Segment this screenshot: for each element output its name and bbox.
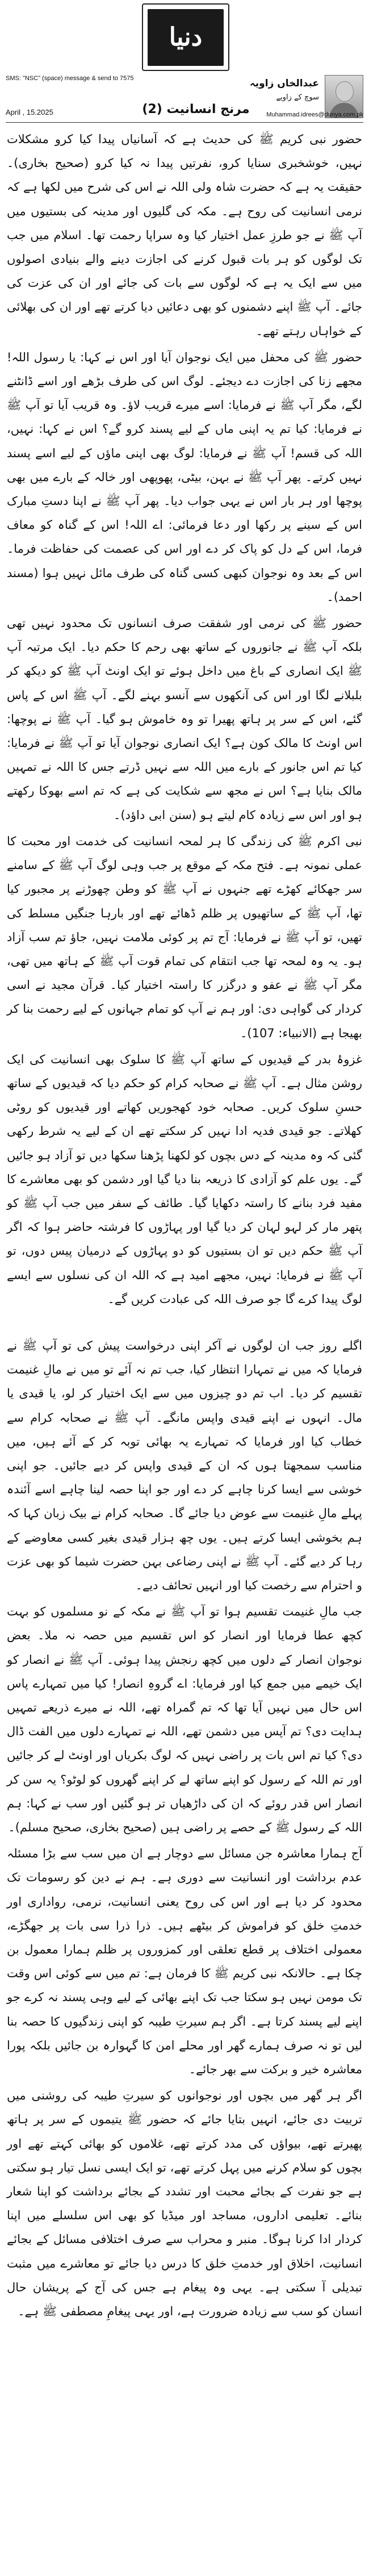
article-paragraph: نبی اکرم ﷺ کی زندگی کا ہر لمحہ انسانیت کی خدمت اور محبت کا عملی نمونہ ہے۔ فتح مکہ کے موقع پر جب وہی لوگ آپ ﷺ کے سامنے سر جھکائے کھڑے تھے جنہوں نے آپ ﷺ کو وطن چھوڑنے پر مجبور کیا تھا، آپ ﷺ کے ساتھیوں پر ظلم ڈھائے تھے اور بارہا جنگیں مسلط کی تھیں، تو آپ ﷺ نے فرمایا: آج تم پر کوئی ملامت نہیں، جاؤ تم سب آزاد ہو۔ یہ وہ لمحہ تھا جب انتقام کی تمام قوت آپ ﷺ کے ہاتھ میں تھی، مگر آپ ﷺ نے عفو و درگزر کا راستہ اختیار کیا۔ قرآن مجید نے اسی کردار کی گواہی دی: اور ہم نے آپ کو تمام جہانوں کے لیے رحمت بنا کر بھیجا ہے (الانبیاء: 107)۔ — [7, 834, 362, 1040]
column-title: مرنج انسانیت (2) — [142, 102, 250, 116]
article-body — [7, 127, 362, 2570]
article-paragraph: اگلے روز جب ان لوگوں نے آکر اپنی درخواست پیش کی تو آپ ﷺ نے فرمایا کہ میں نے تمہارا انتظار کیا، جب تم نہ آئے تو میں نے مالِ غنیمت تقسیم کر دیا۔ اب تم دو چیزوں میں سے ایک اختیار کر لو، یا قیدی یا مال۔ انہوں نے اپنے قیدی واپس مانگے۔ آپ ﷺ نے صحابہ کرام سے خطاب کیا اور فرمایا کہ تمہارے یہ بھائی توبہ کر کے آئے ہیں، میں مناسب سمجھتا ہوں کہ ان کے قیدی واپس کر دیے جائیں۔ جو اپنی خوشی سے ایسا کرنا چاہے کر دے اور جو اپنا حصہ لینا چاہے اسے آئندہ پہلے مالِ غنیمت سے عوض دیا جائے گا۔ صحابہ کرام نے بیک زبان کہا کہ ہم بخوشی ایسا کرتے ہیں۔ یوں چھ ہزار قیدی بغیر کسی معاوضے کے رہا کر دیے گئے۔ آپ ﷺ نے اپنی رضاعی بہن حضرت شیما کو بھی عزت و احترام سے رخصت کیا اور انہیں تحائف دیے۔ — [7, 1338, 362, 1592]
article-paragraph: حضور نبی کریم ﷺ کی حدیث ہے کہ آسانیاں پیدا کیا کرو مشکلات نہیں، خوشخبری سنایا کرو، نفرتیں پیدا نہ کیا کرو (صحیح بخاری)۔ حقیقت یہ ہے کہ حضرت شاہ ولی اللہ نے اس کی شرح میں لکھا ہے کہ نرمی انسانیت کی روح ہے۔ مکہ کی گلیوں اور مدینہ کی بستیوں میں آپ ﷺ نے جو طرزِ عمل اختیار کیا وہ سراپا رحمت تھا۔ اسلام میں جب تک لوگوں کو ہر بات قبول کرنے کی اجازت دینے والے بنیادی اصولوں میں سے ایک یہ ہے کہ لوگوں سے بات کی جائے اور ان کی عزت کی جائے۔ آپ ﷺ اپنے دشمنوں کو بھی دعائیں دیا کرتے تھے اور ان کی بھلائی کے خواہاں رہتے تھے۔ — [7, 132, 362, 338]
column-name: سوچ کے زاویے — [276, 93, 319, 102]
publish-date: April , 15.2025 — [6, 108, 53, 116]
sms-instructions: SMS: "NSC" (space) message & send to 7575 — [6, 75, 134, 82]
logo-text: دنیا — [148, 9, 224, 66]
author-email: Muhammad.idrees@dunya.com.pk — [266, 111, 363, 118]
dunya-logo — [142, 3, 229, 71]
article-paragraph: غزوۂ بدر کے قیدیوں کے ساتھ آپ ﷺ کا سلوک بھی انسانیت کی ایک روشن مثال ہے۔ آپ ﷺ نے صحابہ کرام کو حکم دیا کہ قیدیوں کے ساتھ حسنِ سلوک کریں۔ صحابہ خود کھجوریں کھاتے اور قیدیوں کو روٹی کھلاتے۔ جو قیدی فدیہ ادا نہیں کر سکتے تھے ان کے لیے یہ شرط رکھی گئی کہ وہ مدینہ کے دس بچوں کو لکھنا پڑھنا سکھا دیں تو آزاد ہو جائیں گے۔ یوں علم کو آزادی کا ذریعہ بنا دیا گیا اور دشمن کو بھی معاشرے کا مفید فرد بنانے کا راستہ دکھایا گیا۔ طائف کے سفر میں جب آپ ﷺ کو پتھر مار کر لہو لہان کر دیا گیا اور پہاڑوں کا فرشتہ حاضر ہوا کہ اگر آپ ﷺ حکم دیں تو ان بستیوں کو دو پہاڑوں کے درمیان پیس دوں، تو آپ ﷺ نے فرمایا: نہیں، مجھے امید ہے کہ اللہ ان کی نسلوں سے ایسے لوگ پیدا کرے گا جو صرف اللہ کی عبادت کریں گے۔ — [7, 1052, 362, 1306]
header-divider — [6, 122, 363, 123]
article-paragraph: حضور ﷺ کی نرمی اور شفقت صرف انسانوں تک محدود نہیں تھی بلکہ آپ ﷺ نے جانوروں کے ساتھ بھی رحم کا حکم دیا۔ ایک مرتبہ آپ ﷺ ایک انصاری کے باغ میں داخل ہوئے تو ایک اونٹ آپ ﷺ کو دیکھ کر بلبلانے لگا اور اس کی آنکھوں سے آنسو بہنے لگے۔ آپ ﷺ اس کے پاس گئے، اس کے سر پر ہاتھ پھیرا تو وہ خاموش ہو گیا۔ آپ ﷺ نے پوچھا: اس اونٹ کا مالک کون ہے؟ ایک انصاری نوجوان آیا تو آپ ﷺ نے فرمایا: کیا تم اس جانور کے بارے میں اللہ سے نہیں ڈرتے جس کا اللہ نے تمہیں مالک بنایا ہے؟ اس نے مجھ سے شکایت کی ہے کہ تم اسے بھوکا رکھتے ہو اور اس سے زیادہ کام لیتے ہو (سنن ابی داؤد)۔ — [7, 616, 362, 822]
author-name: عبدالخاں زاویہ — [249, 78, 319, 89]
article-paragraph: حضور ﷺ کی محفل میں ایک نوجوان آیا اور اس نے کہا: یا رسول اللہ! مجھے زنا کی اجازت دے دیجئے۔ لوگ اس کی طرف بڑھے اور اسے ڈانٹنے لگے، مگر آپ ﷺ نے فرمایا: اسے میرے قریب لاؤ۔ وہ قریب آیا تو آپ ﷺ نے فرمایا: کیا تم یہ اپنی ماں کے لیے پسند کرو گے؟ اس نے کہا: نہیں، اللہ کی قسم! آپ ﷺ نے فرمایا: لوگ بھی اپنی ماؤں کے لیے اسے پسند نہیں کرتے۔ پھر آپ ﷺ نے بہن، بیٹی، پھوپھی اور خالہ کے بارے میں بھی پوچھا اور ہر بار اس نے یہی جواب دیا۔ پھر آپ ﷺ نے اپنا دستِ مبارک اس کے سینے پر رکھا اور دعا فرمائی: اے اللہ! اس کے گناہ کو معاف فرما، اس کے دل کو پاک کر دے اور اس کی عصمت کی حفاظت فرما۔ اس کے بعد وہ نوجوان کبھی کسی گناہ کی طرف مائل نہیں ہوا (مسند احمد)۔ — [7, 350, 362, 604]
article-paragraph: اگر ہر گھر میں بچوں اور نوجوانوں کو سیرتِ طیبہ کی روشنی میں تربیت دی جائے، انہیں بتایا جائے کہ حضور ﷺ یتیموں کے سر پر ہاتھ پھیرتے تھے، بیواؤں کی مدد کرتے تھے، غلاموں کو بھائی کہتے تھے اور بچوں کو سلام کرنے میں پہل کرتے تھے، تو ایک ایسی نسل تیار ہو سکتی ہے جو نفرت کے بجائے محبت اور تشدد کے بجائے برداشت کو اپنا شعار بنائے۔ تعلیمی اداروں، مساجد اور میڈیا کو بھی اس سلسلے میں اپنا کردار ادا کرنا ہوگا۔ منبر و محراب سے صرف اختلافی مسائل کے بجائے انسانیت، اخلاق اور خدمتِ خلق کا درس دیا جائے تو معاشرے میں مثبت تبدیلی آ سکتی ہے۔ یہی وہ پیغام ہے جس کی آج کے پریشان حال انسان کو سب سے زیادہ ضرورت ہے، اور یہی پیغامِ مصطفی ﷺ ہے۔ — [7, 2089, 362, 2319]
masthead — [0, 0, 369, 74]
author-face-icon — [336, 81, 354, 102]
article-paragraph: آج ہمارا معاشرہ جن مسائل سے دوچار ہے ان میں سب سے بڑا مسئلہ عدم برداشت اور انسانیت سے دوری ہے۔ ہم نے دین کو رسومات تک محدود کر دیا ہے اور اس کی روح یعنی انسانیت، نرمی، رواداری اور خدمتِ خلق کو فراموش کر بیٹھے ہیں۔ ذرا ذرا سی بات پر جھگڑے، معمولی اختلاف پر قطع تعلقی اور کمزوروں پر ظلم ہمارا معمول بن چکا ہے۔ حالانکہ نبی کریم ﷺ کا فرمان ہے: تم میں سے کوئی اس وقت تک مومن نہیں ہو سکتا جب تک اپنے بھائی کے لیے وہی پسند نہ کرے جو اپنے لیے پسند کرتا ہے۔ اگر ہم سیرتِ طیبہ کو اپنی زندگیوں کا حصہ بنا لیں تو نہ صرف ہمارے گھر اور محلے امن کا گہوارہ بن جائیں بلکہ پورا معاشرہ خیر و برکت سے بھر جائے۔ — [7, 1847, 362, 2077]
article-paragraph: جب مالِ غنیمت تقسیم ہوا تو آپ ﷺ نے مکہ کے نو مسلموں کو بہت کچھ عطا فرمایا اور انصار کو اس تقسیم میں حصہ نہ ملا۔ بعض نوجوان انصار کے دلوں میں کچھ رنجش پیدا ہوئی۔ آپ ﷺ نے انصار کو ایک خیمے میں جمع کیا اور فرمایا: اے گروہِ انصار! کیا میں تمہارے پاس اس حال میں نہیں آیا تھا کہ تم گمراہ تھے، اللہ نے میرے ذریعے تمہیں ہدایت دی؟ تم آپس میں دشمن تھے، اللہ نے تمہارے دلوں میں الفت ڈال دی؟ کیا تم اس بات پر راضی نہیں کہ لوگ بکریاں اور اونٹ لے کر جائیں اور تم اللہ کے رسول کو اپنے ساتھ لے کر اپنے گھروں کو لوٹو؟ یہ سن کر انصار اس قدر روئے کہ ان کی داڑھیاں تر ہو گئیں اور سب نے کہا: ہم اللہ کے رسول ﷺ کے حصے پر راضی ہیں (صحیح بخاری، صحیح مسلم)۔ — [7, 1605, 362, 1835]
